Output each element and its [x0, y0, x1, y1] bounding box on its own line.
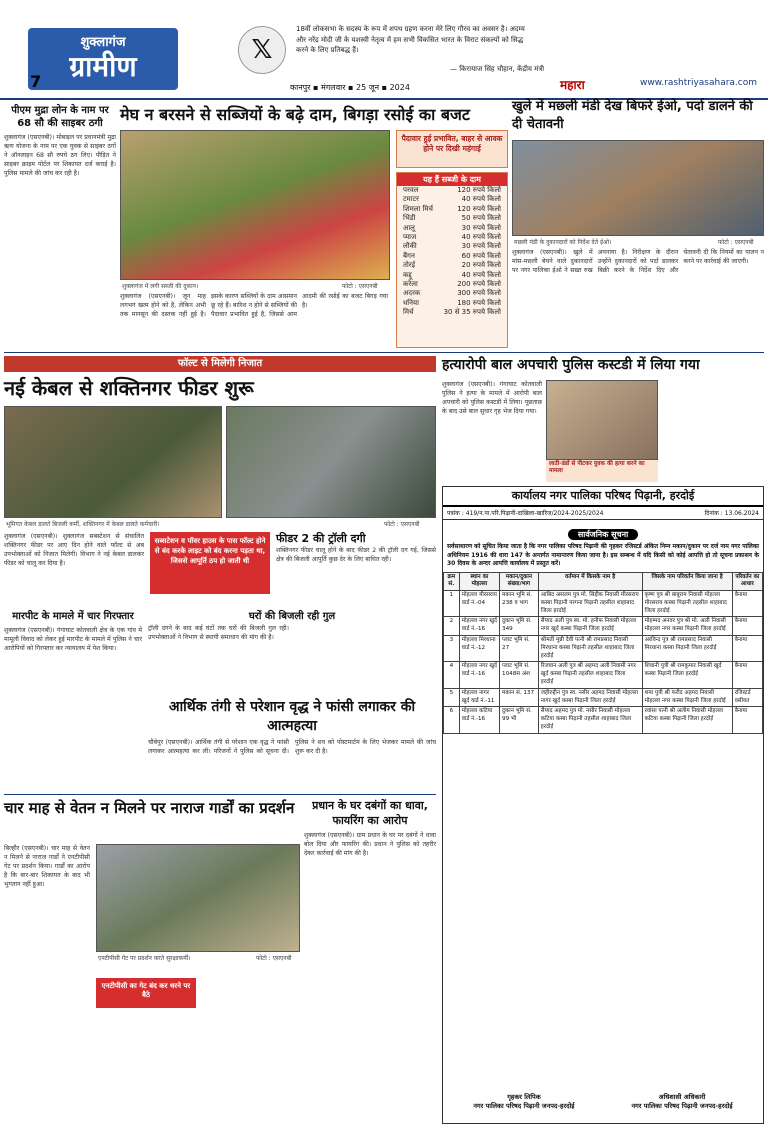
notice-header: मकान/दुकान संख्या/भाग	[500, 572, 539, 591]
notice-cell: 4	[444, 662, 460, 688]
sign-right-1: अधिशासी अधिकारी	[658, 1093, 706, 1101]
price-row	[397, 299, 507, 308]
notice-cell: रवांसा पत्नी श्री अलीम निवासी मोहल्ला कटिया कस्बा पिढ़ानी जिला हरदोई	[642, 707, 732, 733]
notice-cell: बैनामा	[732, 617, 762, 636]
notice-cell: रिजवान अली पुत्र श्री अहमद अली निवासी नगर खुर्द कस्बा पिढ़ानी तहसील शाहाबाद जिला हरदोई	[538, 662, 642, 688]
notice-cell: मकान भूमि सं. 238 व भाग	[500, 591, 539, 617]
brand-main: ग्रामीण	[69, 50, 137, 83]
story-custody	[442, 356, 764, 484]
veg-photo	[120, 130, 390, 280]
price-rate: 120 रुपये किलो	[457, 204, 501, 213]
kicker: फॉल्ट से मिलेगी निजात	[4, 356, 436, 372]
notice-cell: मोहल्ला नगर खुर्द वार्ड नं.-16	[459, 617, 499, 636]
price-row	[397, 271, 507, 280]
headline: नई केबल से शक्तिनगर फीडर शुरू	[4, 376, 254, 400]
trolley-sub	[148, 610, 436, 692]
headline: पीएम मुद्रा लोन के नाम पर 68 सौ की साइबर ठगी	[11, 105, 109, 129]
headline: हत्यारोपी बाल अपचारी पुलिस कस्टडी में लिया गया	[442, 357, 700, 373]
notice-ref: पत्रांक : 419/न.पा.परि.पिढ़ानी-दाखिला-खारिज/2024-2025/2024	[447, 510, 604, 517]
notice-row	[444, 688, 763, 707]
price-rate: 30 रुपये किलो	[461, 242, 501, 251]
price-row	[397, 195, 507, 204]
price-item: धनिया	[403, 298, 419, 307]
body: शुक्लागंज (एसएनबी)। ग्राम प्रधान के घर पर दबंगों ने धावा बोल दिया और फायरिंग की। प्रधान ने पुलिस को तहरीर देकर कार्रवाई की मांग की है।	[304, 832, 436, 858]
notice-row	[444, 617, 763, 636]
sign-left-2: नगर पालिका परिषद पिढ़ानी जनपद-हरदोई	[473, 1102, 575, 1110]
notice-cell: प्लाट भूमि सं. 27	[500, 636, 539, 662]
notice-row	[444, 662, 763, 688]
notice-cell: बैनामा	[732, 662, 762, 688]
notice-title: सार्वजनिक सूचना	[568, 529, 638, 540]
notice-cell: मोहल्ला मीरसराय वार्ड नं.-04	[459, 591, 499, 617]
price-rate: 30 से 35 रुपये किलो	[443, 308, 501, 317]
price-item: करेला	[403, 280, 418, 289]
notice-cell: शमा पुत्री श्री फरीद अहमद निवासी मोहल्ला नगर कस्बा पिढ़ानी जिला हरदोई	[642, 688, 732, 707]
notice-cell: सैय्यद अहमद पुत्र मो. नसीर निवासी मोहल्ला कटिया कस्बा पिढ़ानी तहसील शाहाबाद जिला हरदोई	[538, 707, 642, 733]
price-item: भिंडी	[403, 214, 416, 223]
brand-top: शुक्लागंज	[80, 35, 126, 50]
body: शक्तिनगर फीडर चालू होने के बाद फीडर 2 की ट्रॉली दग गई, जिससे क्षेत्र की बिजली आपूर्ति कुछ देर के लिए बाधित रही।	[276, 547, 436, 564]
guards-photo	[96, 844, 300, 952]
notice-table	[443, 572, 763, 734]
price-rate: 60 रुपये किलो	[461, 251, 501, 260]
notice-header: स्थान का मोहल्ला	[459, 572, 499, 591]
notice-intro: सर्वसाधारण को सूचित किया जाता है कि नगर पालिका परिषद पिढ़ानी की गृहकर रजिस्टर्ड अंकित निम्न मकान/दुकान पर दर्ज नाम नगर पालिका अधिनियम 1916 की धारा 147 के अन्तर्गत नामान्तरण किया जाना है। इस सम्बन्ध में यदि किसी को कोई आपत्ति हो तो सूचना प्रकाशन के 30 दिवस के अन्दर आपत्ति कार्यालय में प्रस्तुत करें।	[447, 543, 759, 567]
headline: मारपीट के मामले में चार गिरफ्तार	[12, 611, 134, 622]
story-veg	[120, 104, 508, 348]
story-suicide	[148, 698, 436, 790]
quote-author: — किरायाज सिंह चौहान, केंद्रीय मंत्री	[450, 65, 545, 73]
notice-cell: दुकान भूमि सं. 349	[500, 617, 539, 636]
price-item: टमाटर	[403, 195, 419, 204]
story-pradhan	[304, 798, 436, 1124]
price-rate: 200 रुपये किलो	[457, 280, 501, 289]
divider	[4, 794, 436, 795]
notice-cell: बैनामा	[732, 636, 762, 662]
photo-credit: फोटो : एसएनबी	[342, 283, 378, 290]
photo-caption: मछली मंडी के दुकानदारों को निर्देश देते ईओ।	[514, 239, 612, 246]
custody-photo	[546, 380, 658, 460]
story-trolley	[276, 532, 436, 604]
notice-cell: सैय्यद अली पुत्र स्व. मो. हनीफ निवासी मोहल्ला नगर खुर्द कस्बा पिढ़ानी जिला हरदोई	[538, 617, 642, 636]
notice-cell: मोहल्ला कटिया वार्ड नं.-16	[459, 707, 499, 733]
price-rate: 40 रुपये किलो	[461, 195, 501, 204]
notice-header: क्रम सं.	[444, 572, 460, 591]
notice-cell: अरविन्द पुत्र श्री रामप्रसाद निवासी मिरधाना कस्बा पिढ़ानी जिला हरदोई	[642, 636, 732, 662]
feeder-photo-2	[226, 406, 436, 518]
notice-cell: मोहल्ला नगर खुर्द वार्ड नं.-16	[459, 662, 499, 688]
quote-text: 18वीं लोकसभा के सदस्य के रूप में शपथ ग्रहण करना मेरे लिए गौरव का अवसर है। अदम्य और नरेंद्र मोदी जी के यशस्वी नेतृत्व में हम सभी विकसित भारत के विराट संकल्पों को सिद्ध करने के लिए प्रतिबद्ध हैं।	[296, 25, 525, 54]
notice-cell: प्लाट भूमि सं. 1048स अंश	[500, 662, 539, 688]
price-item: लौकी	[403, 242, 417, 251]
notice-signatures	[443, 1089, 763, 1123]
headline: फीडर 2 की ट्रॉली दगी	[276, 532, 366, 545]
notice-cell: 6	[444, 707, 460, 733]
notice-cell: 2	[444, 617, 460, 636]
price-row	[397, 308, 507, 317]
body: शुक्लागंज (एसएनबी)। मोबाइल पर प्रधानमंत्री मुद्रा ऋण योजना के नाम पर एक युवक से साइबर ठगों ने ऑनलाइन 68 सौ रुपये ठग लिए। पीड़ित ने साइबर क्राइम पोर्टल पर शिकायत दर्ज कराई है। पुलिस मामले की जांच कर रही है।	[4, 134, 116, 178]
notice-cell: मोहल्ला नागर खुर्द वार्ड नं.-11	[459, 688, 499, 707]
price-row	[397, 289, 507, 298]
price-title: यह हैं सब्जी के दाम	[397, 173, 507, 186]
notice-row	[444, 707, 763, 733]
price-rate: 40 रुपये किलो	[461, 270, 501, 279]
price-rate: 300 रुपये किलो	[457, 289, 501, 298]
price-item: मिर्च	[403, 308, 414, 317]
brand-logo	[28, 28, 178, 90]
notice-row	[444, 636, 763, 662]
price-item: कद्दू	[403, 270, 412, 279]
sidebar-title: पैदावार हुई प्रभावित, बाहर से आवक होने पर दिखी महंगाई	[396, 130, 508, 168]
body: बिल्हौर (एसएनबी)। चार माह से वेतन न मिलने से नाराज गार्डों ने एनटीपीसी गेट पर प्रदर्शन किया। गार्डों का आरोप है कि बार-बार शिकायत के बाद भी भुगतान नहीं हुआ।	[4, 845, 90, 889]
notice-cell: रजिस्टर्ड वसीयत	[732, 688, 762, 707]
notice-cell: 5	[444, 688, 460, 707]
body: शुक्लागंज (एसएनबी)। जून माह लगभग खत्म होने को है, लेकिन अभी तक मानसून की दस्तक नहीं हुई है। इसके कारण सब्जियों के दाम आसमान छू रहे हैं। बारिश न होने से सब्जियों की पैदावार प्रभावित हुई है, जिससे आम आदमी की रसोई का बजट बिगड़ गया है।	[120, 293, 388, 319]
price-item: तोरई	[403, 261, 416, 270]
story-fish	[512, 98, 764, 350]
x-logo-icon: 𝕏	[238, 26, 286, 74]
sign-right-2: नगर पालिका परिषद पिढ़ानी जनपद-हरदोई	[631, 1102, 733, 1110]
pull-quote: एनटीपीसी का गेट बंद कर धरने पर बैठे	[96, 978, 196, 1008]
notice-cell: मोहम्मद अनवर पुत्र श्री मो. अली निवासी मोहल्ला नगर कस्बा पिढ़ानी जिला हरदोई	[642, 617, 732, 636]
masthead	[0, 0, 768, 100]
story-loan	[4, 104, 116, 348]
notice-cell: कृष्ण पुत्र श्री बाबूराम निवासी मोहल्ला मीरसराय कस्बा पिढ़ानी तहसील शाहाबाद जिला हरदोई	[642, 591, 732, 617]
page-number: 7	[30, 72, 42, 91]
feeder-photo-1	[4, 406, 222, 518]
fish-photo	[512, 140, 764, 236]
price-row	[397, 186, 507, 195]
notice-office: कार्यालय नगर पालिका परिषद पिढ़ानी, हरदोई	[443, 487, 763, 507]
body: शुक्लागंज (एसएनबी)। खुले में मांस-मछली बेचने वाले दुकानदारों पर नगर पालिका ईओ ने सख्त रुख अपनाया है। निरीक्षण के दौरान उन्होंने दुकानदारों को पर्दा डालकर बिक्री करने के निर्देश दिए और चेतावनी दी कि नियमों का पालन न करने पर कार्रवाई की जाएगी।	[512, 249, 764, 275]
price-box	[396, 172, 508, 348]
body: चौबेपुर (एसएनबी)। आर्थिक तंगी से परेशान एक वृद्ध ने फांसी लगाकर आत्महत्या कर ली। परिजनों ने पुलिस को सूचना दी। पुलिस ने शव को पोस्टमार्टम के लिए भेजकर मामले की जांच शुरू कर दी है।	[148, 739, 436, 756]
price-item: आलू	[403, 223, 415, 232]
price-list	[397, 186, 507, 318]
notice-cell: 3	[444, 636, 460, 662]
notice-header: जिसके नाम परिवर्तन किया जाना है	[642, 572, 732, 591]
public-notice	[442, 486, 764, 1124]
notice-cell: मोहल्ला मिरधाना वार्ड नं.-12	[459, 636, 499, 662]
story-arrest	[4, 610, 142, 790]
notice-cell: जहीरुद्दीन पुत्र स्व. नसीर अहमद निवासी मोहल्ला नागर खुर्द कस्बा पिढ़ानी जिला हरदोई	[538, 688, 642, 707]
notice-cell: मकान सं. 137	[500, 688, 539, 707]
notice-cell: बैनामा	[732, 707, 762, 733]
price-item: शिमला मिर्च	[403, 204, 433, 213]
photo-caption: भूमिगत केबल डालते बिजली कर्मी, शक्तिनगर में केबल डालते कर्मचारी।	[6, 521, 160, 528]
notice-cell: आबिद असलम पुत्र मो. सिद्दीक निवासी मीरसराय कस्बा पिढ़ानी परगना पिढ़ानी तहसील शाहाबाद जिला हरदोई	[538, 591, 642, 617]
photo-caption: एनटीपीसी गेट पर प्रदर्शन करते सुरक्षाकर्मी।	[98, 955, 191, 962]
photo-label: लाठी-डंडों से पीटकर युवक की हत्या करने का मामला	[546, 460, 658, 482]
headline: खुले में मछली मंडी देख बिफरे ईओ, पर्दा डालने की दी चेतावनी	[512, 99, 753, 132]
headline: आर्थिक तंगी से परेशान वृद्ध ने फांसी लगाकर की आत्महत्या	[168, 699, 416, 734]
price-rate: 180 रुपये किलो	[457, 298, 501, 307]
price-item: प्याज	[403, 233, 417, 242]
dateline: कानपुर ▪ मंगलवार ▪ 25 जून ▪ 2024	[290, 83, 410, 92]
notice-cell: शिवानी पुत्री श्री रामकुमार निवासी खुर्द कस्बा पिढ़ानी जिला हरदोई	[642, 662, 732, 688]
notice-row	[444, 591, 763, 617]
photo-caption: शुक्लागंज में लगी सब्जी की दुकान।	[122, 283, 199, 290]
price-rate: 120 रुपये किलो	[457, 186, 501, 194]
sub-body: ट्रॉली दगने के बाद कई घंटों तक घरों की बिजली गुल रही। उपभोक्ताओं ने विभाग से स्थायी समाधान की मांग की है।	[148, 625, 289, 642]
paper-name: महारा	[560, 78, 585, 92]
notice-date: दिनांक : 13.06.2024	[704, 510, 759, 517]
price-row	[397, 205, 507, 214]
price-row	[397, 214, 507, 223]
notice-cell: बैनामा	[732, 591, 762, 617]
pull-quote: सब्सटेशन व पॉवर हाउस के पास फॉल्ट होने से बंद करके लाइट को बंद करना पड़ता था, जिससे आपूर्ति ठप हो जाती थी	[150, 532, 270, 594]
body: शुक्लागंज (एसएनबी)। गंगाघाट कोतवाली क्षेत्र के एक गांव में मामूली विवाद को लेकर हुई मारपीट के मामले में पुलिस ने चार आरोपियों को गिरफ्तार कर न्यायालय में पेश किया।	[4, 627, 142, 653]
subhead: घरों की बिजली रही गुल	[248, 611, 336, 622]
price-row	[397, 261, 507, 270]
photo-credit: फोटो : एसएनबी	[718, 239, 754, 246]
headline: प्रधान के घर दबंगों का धावा, फायरिंग का आरोप	[312, 799, 428, 827]
price-item: अदरक	[403, 289, 421, 298]
headline: चार माह से वेतन न मिलने पर नाराज गार्डों का प्रदर्शन	[4, 799, 295, 817]
price-rate: 40 रुपये किलो	[461, 233, 501, 242]
sign-left-1: गृहकर लिपिक	[507, 1093, 541, 1101]
photo-credit: फोटो : एसएनबी	[256, 955, 292, 962]
notice-cell: श्रीमती मुन्नी देवी पत्नी श्री रामप्रसाद निवासी मिरधाना कस्बा पिढ़ानी तहसील शाहाबाद जिला हरदोई	[538, 636, 642, 662]
price-rate: 30 रुपये किलो	[461, 223, 501, 232]
price-item: बैंगन	[403, 251, 415, 260]
headline: मेघ न बरसने से सब्जियों के बढ़े दाम, बिगड़ा रसोई का बजट	[120, 105, 470, 124]
divider	[4, 352, 764, 353]
website-link[interactable]: www.rashtriyasahara.com	[640, 78, 758, 88]
price-row	[397, 224, 507, 233]
notice-cell: 1	[444, 591, 460, 617]
notice-cell: दुकान भूमि सं. 99 भी	[500, 707, 539, 733]
notice-header: वर्तमान में किसके नाम है	[538, 572, 642, 591]
price-row	[397, 252, 507, 261]
body: शुक्लागंज (एसएनबी)। गंगाघाट कोतवाली पुलिस ने हत्या के मामले में आरोपी बाल अपचारी को पुलिस कस्टडी में लिया। पूछताछ के बाद उसे बाल सुधार गृह भेज दिया गया।	[442, 381, 542, 416]
photo-credit: फोटो : एसएनबी	[384, 521, 420, 528]
price-item: परवल	[403, 186, 419, 194]
body: शुक्लागंज (एसएनबी)। शुक्लागंज सबस्टेशन से संचालित शक्तिनगर फीडर पर आए दिन होने वाले फॉल्ट से अब उपभोक्ताओं को निजात मिलेगी। विभाग ने नई केबल डालकर फीडर को चालू कर दिया है।	[4, 533, 144, 568]
price-rate: 50 रुपये किलो	[461, 214, 501, 223]
price-row	[397, 242, 507, 251]
story-feeder	[4, 356, 436, 606]
price-rate: 20 रुपये किलो	[461, 261, 501, 270]
notice-header: परिवर्तन का आधार	[732, 572, 762, 591]
story-guards	[4, 798, 300, 1124]
